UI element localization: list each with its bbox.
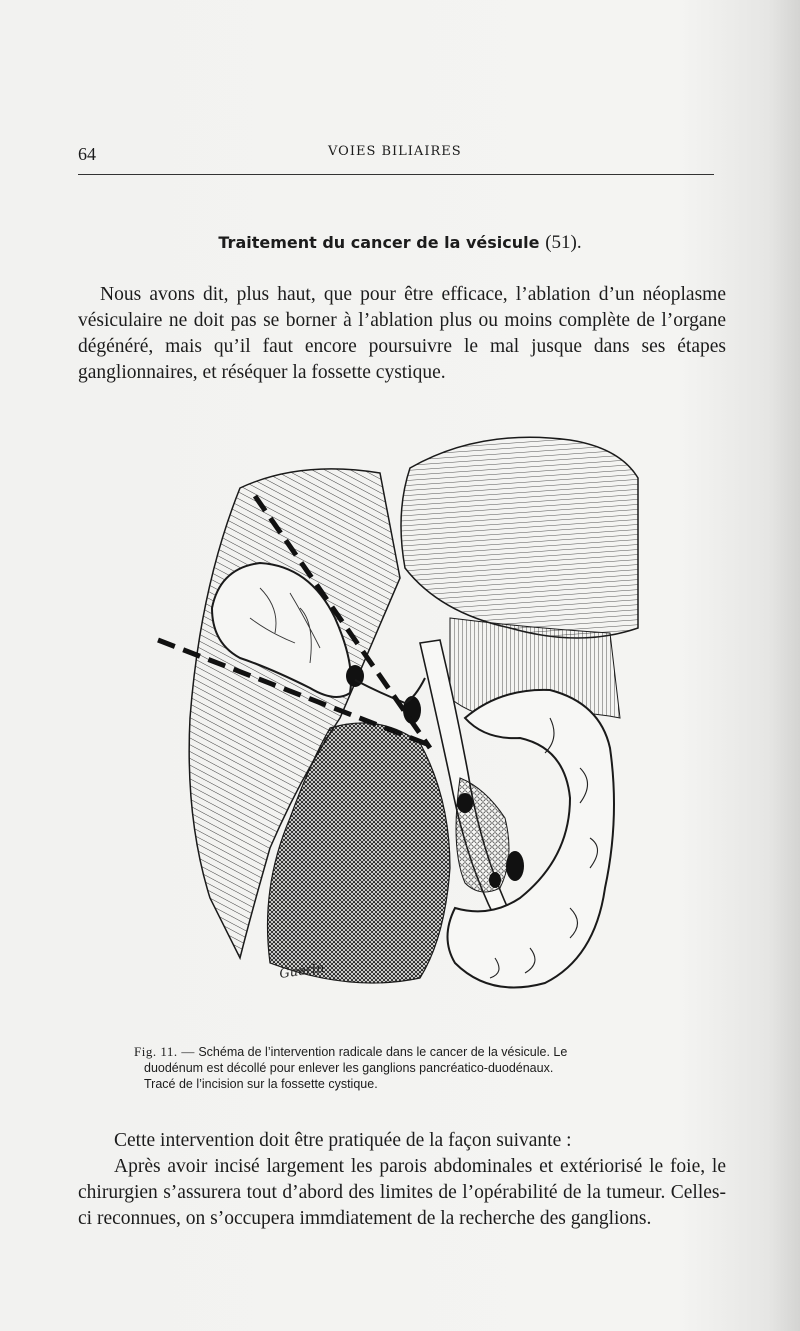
surgical-illustration [150, 418, 650, 1030]
method-steps-paragraph: Après avoir incisé largement les parois abdominales et extériorisé le foie, le chirurgien s’assurera tout d’abord des limites de l’opérabilité de la tumeur. Celles-ci reconnues, on s’occupera immdiatement de la recherche des ganglions. [78, 1156, 726, 1229]
artist-signature: Guérin [278, 960, 326, 982]
running-head [78, 138, 716, 168]
method-intro-paragraph: Cette intervention doit être pratiquée de la façon suivante : [114, 1130, 572, 1151]
section-title [0, 232, 800, 254]
caption-line-2: duodénum est décollé pour enlever les ganglions pancréatico-duodénaux. [144, 1061, 554, 1075]
header-rule [78, 174, 714, 175]
figure-label: Fig. 11. — [134, 1044, 195, 1059]
caption-line-3: Tracé de l’incision sur la fossette cystique. [144, 1077, 378, 1091]
intro-paragraph: Nous avons dit, plus haut, que pour être efficace, l’ablation d’un néoplasme vésiculaire ne doit pas se borner à l’ablation plus ou moins complète de l’organe dégénéré, mais qu’il faut encore poursuivre le mal jusque dans ses étapes ganglionnaires, et réséquer la fossette cystique. [78, 284, 726, 383]
section-reference: (51). [545, 232, 582, 253]
lymph-node [489, 872, 501, 888]
running-title: VOIES BILIAIRES [328, 144, 462, 159]
lymph-node [457, 793, 473, 813]
stomach-outline [401, 437, 638, 638]
lymph-node [506, 851, 524, 881]
caption-line-1: Schéma de l’intervention radicale dans le cancer de la vésicule. Le [198, 1045, 568, 1059]
page-number: 64 [78, 144, 96, 164]
figure-caption [134, 1044, 718, 1092]
section-title-text: Traitement du cancer de la vésicule [218, 233, 540, 252]
